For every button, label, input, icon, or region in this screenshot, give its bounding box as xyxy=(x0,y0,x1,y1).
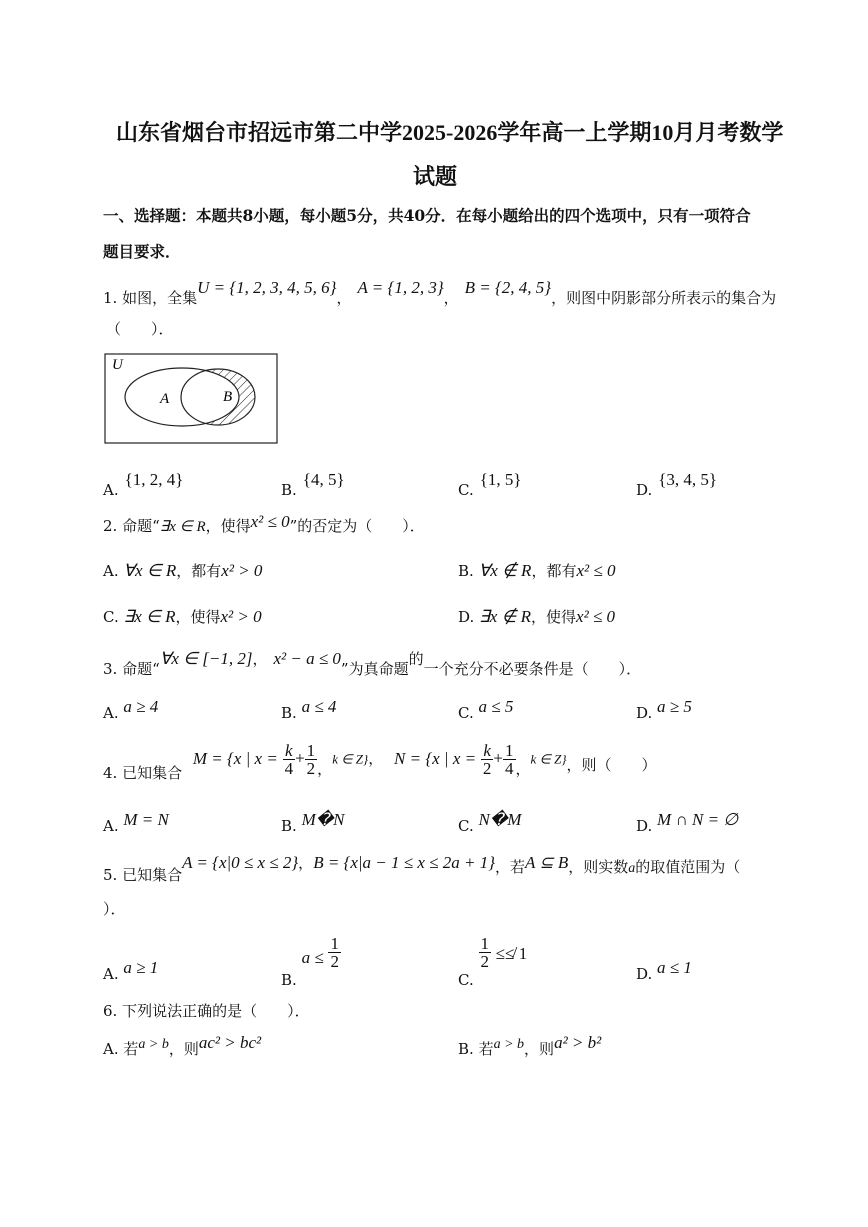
q1-set-b: B = {2, 4, 5} xyxy=(464,278,552,297)
question-1-stem: 1. 如图，全集U = {1, 2, 3, 4, 5, 6}，A = {1, 2, 3}，B = {2, 4, 5}，则图中阴影部分所表示的集合为 xyxy=(103,278,777,307)
q3-option-c[interactable]: C. a ≤ 5 xyxy=(458,697,514,722)
q5-option-a[interactable]: A. a ≥ 1 xyxy=(103,958,159,983)
q1-paren: （ ）． xyxy=(106,320,174,338)
q1-set-a: A = {1, 2, 3} xyxy=(357,278,444,297)
q1-suffix: ，则图中阴影部分所表示的集合为 xyxy=(551,289,777,307)
q6-option-b[interactable]: B. 若a > b，则a² > b² xyxy=(458,1033,602,1058)
question-6-stem: 6. 下列说法正确的是（ ）． xyxy=(103,1002,310,1020)
q1-option-c[interactable]: C.{1, 5} xyxy=(458,470,522,499)
question-5-stem: 5. 已知集合A = {x|0 ≤ x ≤ 2}，B = {x|a − 1 ≤ x ≤ 2a + 1}，若A ⊆ B，则实数a的取值范围为（ xyxy=(103,853,741,884)
q4-option-d[interactable]: D. M ∩ N = ∅ xyxy=(636,810,739,835)
q5-paren-close: ）． xyxy=(103,900,126,918)
q1-prefix: 1. 如图，全集 xyxy=(103,289,198,307)
q5-option-b[interactable]: B. a ≤ $\frac{1}{2}$ xyxy=(281,934,339,989)
q4-option-a[interactable]: A. M = N xyxy=(103,810,169,835)
q1-option-a[interactable]: A.{1, 2, 4} xyxy=(103,470,184,499)
venn-diagram xyxy=(104,353,279,445)
q1-option-d[interactable]: D.{3, 4, 5} xyxy=(636,470,718,499)
q2-option-a[interactable]: A. ∀x ∈ R，都有x² > 0 xyxy=(103,561,263,580)
q3-option-b[interactable]: B. a ≤ 4 xyxy=(281,697,337,722)
section-heading: 一、选择题：本题共8小题，每小题5分，共40分．在每小题给出的四个选项中，只有一项符合 xyxy=(103,206,751,225)
venn-label-u: U xyxy=(112,357,123,373)
q2-option-c[interactable]: C. ∃x ∈ R，使得x² > 0 xyxy=(103,607,262,626)
venn-label-a: A xyxy=(160,391,170,407)
page-title: 山东省烟台市招远市第二中学2025-2026学年高一上学期10月月考数学 xyxy=(116,120,784,145)
q4-option-c[interactable]: C. N�M xyxy=(458,810,522,835)
q5-option-c[interactable]: C. $\frac{1}{2}$ ≤≰ 1 xyxy=(458,934,528,989)
section-heading-line2: 题目要求． xyxy=(103,242,181,261)
q2-option-d[interactable]: D. ∃x ∉ R，使得x² ≤ 0 xyxy=(458,607,616,626)
question-3-stem: 3. 命题“∀x ∈ [−1, 2]， x² − a ≤ 0”为真命题的一个充分不必要条件是（ ）． xyxy=(103,649,642,678)
q5-option-d[interactable]: D. a ≤ 1 xyxy=(636,958,692,983)
q3-option-a[interactable]: A. a ≥ 4 xyxy=(103,697,159,722)
q4-option-b[interactable]: B. M�N xyxy=(281,810,345,835)
question-2-stem: 2. 命题“∃x ∈ R，使得x² ≤ 0”的否定为（ ）． xyxy=(103,512,425,535)
q2-option-b[interactable]: B. ∀x ∉ R，都有x² ≤ 0 xyxy=(458,561,616,580)
venn-label-b: B xyxy=(223,389,233,405)
q3-option-d[interactable]: D. a ≥ 5 xyxy=(636,697,692,722)
q1-option-b[interactable]: B.{4, 5} xyxy=(281,470,345,499)
page-title-line2: 试题 xyxy=(413,164,458,189)
question-4-stem: 4. 已知集合 M = {x | x = $\frac{k}{4}$ + $\frac{1}{2}$ ，k ∈ Z}， N = {x | x = $\frac{k}{2}$ + $\frac{1}{4}$ ，k ∈ Z}，则（ ） xyxy=(103,741,657,782)
q6-option-a[interactable]: A. 若a > b，则ac² > bc² xyxy=(103,1033,262,1058)
q1-universal-set: U = {1, 2, 3, 4, 5, 6} xyxy=(197,278,337,297)
